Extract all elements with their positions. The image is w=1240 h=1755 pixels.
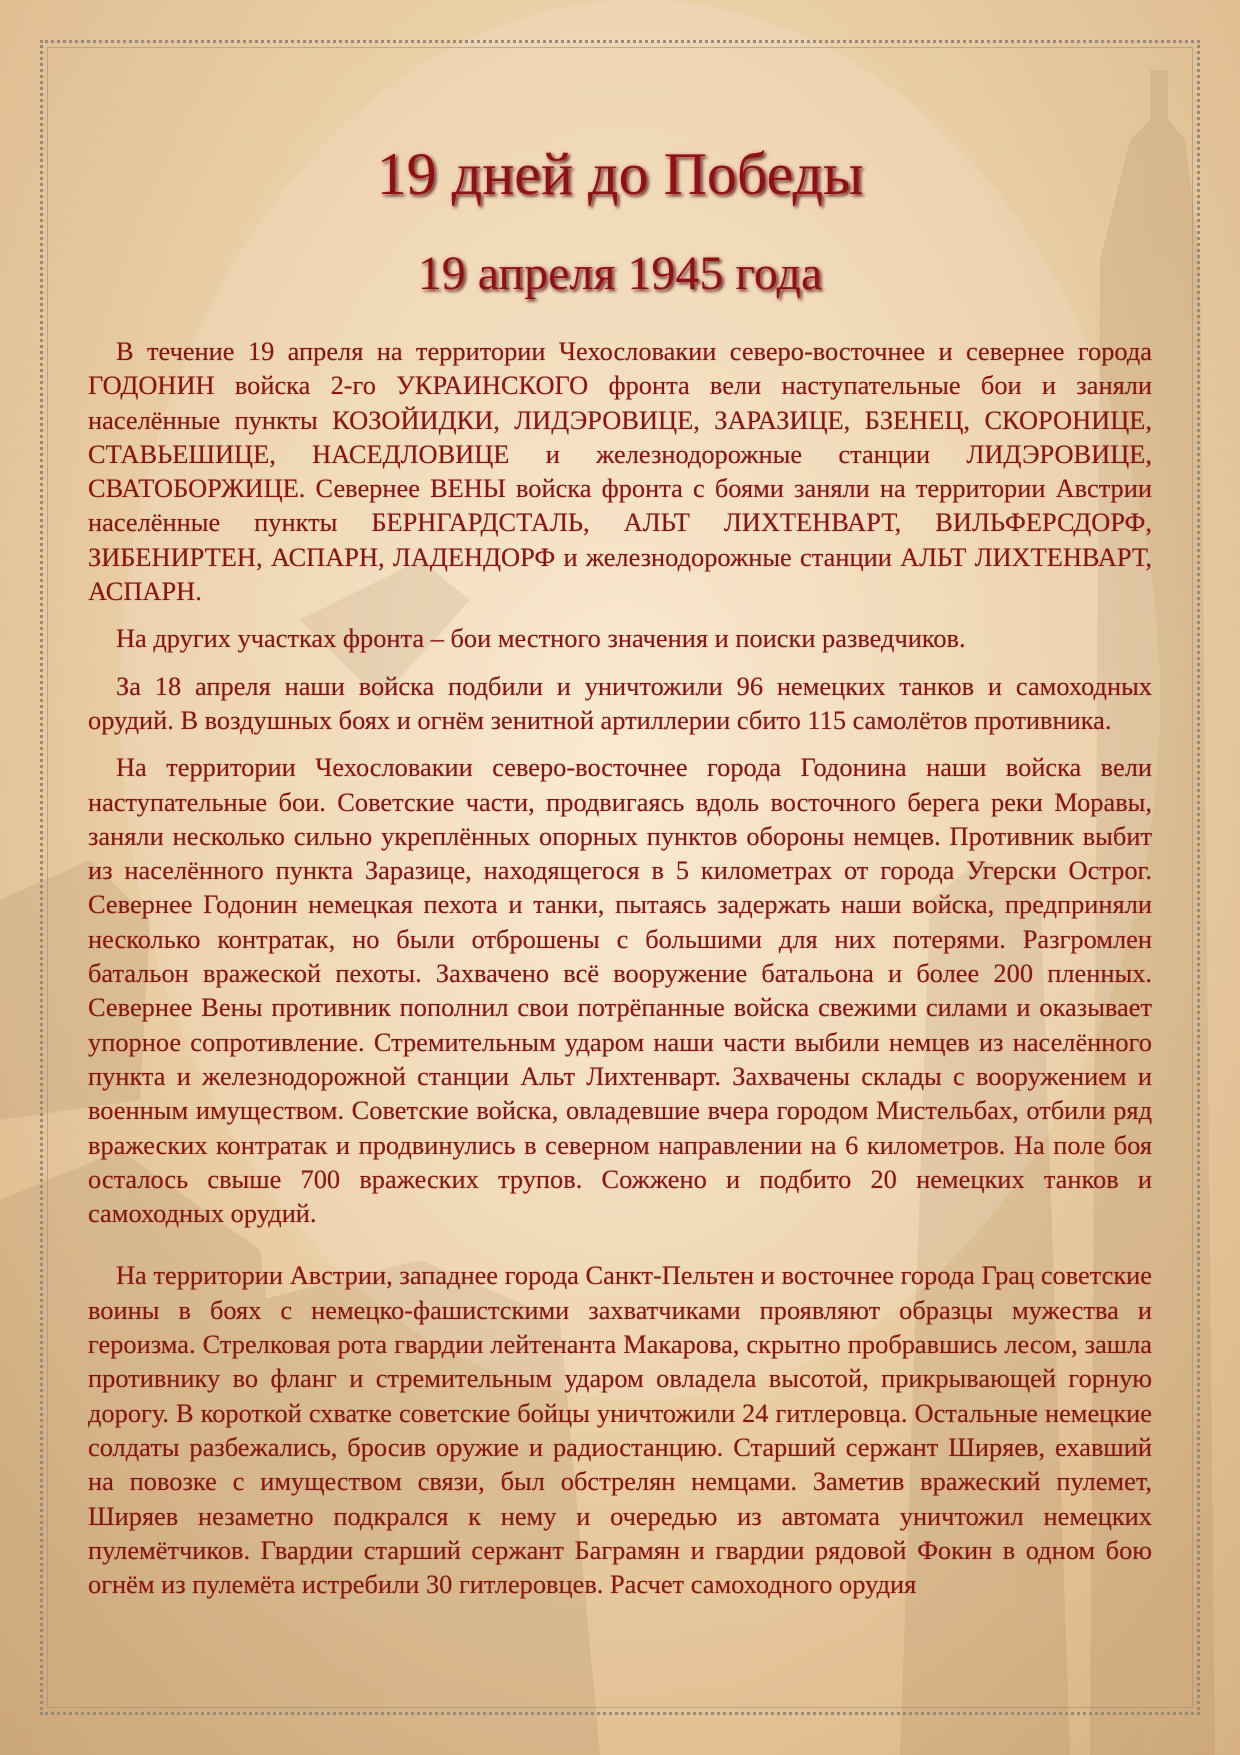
paragraph-3: За 18 апреля наши войска подбили и уничтожили 96 немецких танков и самоходных орудий. В воздушных боях и огнём зенитной артиллерии сбито 115 самолётов противника. xyxy=(88,670,1152,735)
paragraph-5: На территории Австрии, западнее города Санкт-Пельтен и восточнее города Грац советские воины в боях с немецко-фашистскими захватчиками проявляют образцы мужества и героизма. Стрелковая рота гвардии лейтенанта Макарова, скрытно пробравшись лесом, зашла противнику во фланг и стремительным ударом овладела высотой, прикрывающей горную дорогу. В короткой схватке советские бойцы уничтожили 24 гитлеровца. Остальные немецкие солдаты разбежались, бросив оружие и радиостанцию. Старший сержант Ширяев, ехавший на повозке с имуществом связи, был обстрелян немцами. Заметив вражеский пулемет, Ширяев незаметно подкрался к нему и очередью из автомата уничтожил немецких пулемётчиков. Гвардии старший сержант Баграмян и гвардии рядовой Фокин в одном бою огнём из пулемёта истребили 30 гитлеровцев. Расчет самоходного орудия xyxy=(88,1260,1152,1600)
paragraph-4: На территории Чехословакии северо-восточнее города Годонина наши войска вели наступательные бои. Советские части, продвигаясь вдоль восточного берега реки Моравы, заняли несколько сильно укреплённых опорных пунктов обороны немцев. Противник выбит из населённого пункта Заразице, находящегося в 5 километрах от города Угерски Острог. Севернее Годонин немецкая пехота и танки, пытаясь задержать наши войска, предприняли несколько контратак, но были отброшены с большими для них потерями. Разгромлен батальон вражеской пехоты. Захвачено всё вооружение батальона и более 200 пленных. Севернее Вены противник пополнил свои потрёпанные войска свежими силами и оказывает упорное сопротивление. Стремительным ударом наши части выбили немцев из населённого пункта и железнодорожной станции Альт Лихтенварт. Захвачены склады с вооружением и военным имуществом. Советские войска, овладевшие вчера городом Мистельбах, отбили ряд вражеских контратак и продвинулись в северном направлении на 6 километров. На поле боя осталось свыше 700 вражеских трупов. Сожжено и подбито 20 немецких танков и самоходных орудий. xyxy=(88,752,1152,1229)
page-subtitle: 19 апреля 1945 года xyxy=(417,247,823,300)
paragraph-2: На других участках фронта – бои местного значения и поиски разведчиков. xyxy=(116,623,966,654)
article-body xyxy=(88,334,1152,1601)
page-title: 19 дней до Победы xyxy=(376,141,864,207)
paragraph-1: В течение 19 апреля на территории Чехословакии северо-восточнее и севернее города ГОДОНИН войска 2-го УКРАИНСКОГО фронта вели наступательные бои и заняли населённые пункты КОЗОЙИДКИ, ЛИДЭРОВИЦЕ, ЗАРАЗИЦЕ, БЗЕНЕЦ, СКОРОНИЦЕ, СТАВЬЕШИЦЕ, НАСЕДЛОВИЦЕ и железнодорожные станции ЛИДЭРОВИЦЕ, СВАТОБОРЖИЦЕ. Севернее ВЕНЫ войска фронта с боями заняли на территории Австрии населённые пункты БЕРНГАРДСТАЛЬ, АЛЬТ ЛИХТЕНВАРТ, ВИЛЬФЕРСДОРФ, ЗИБЕНИРТЕН, АСПАРН, ЛАДЕНДОРФ и железнодорожные станции АЛЬТ ЛИХТЕНВАРТ, АСПАРН. xyxy=(88,336,1152,607)
